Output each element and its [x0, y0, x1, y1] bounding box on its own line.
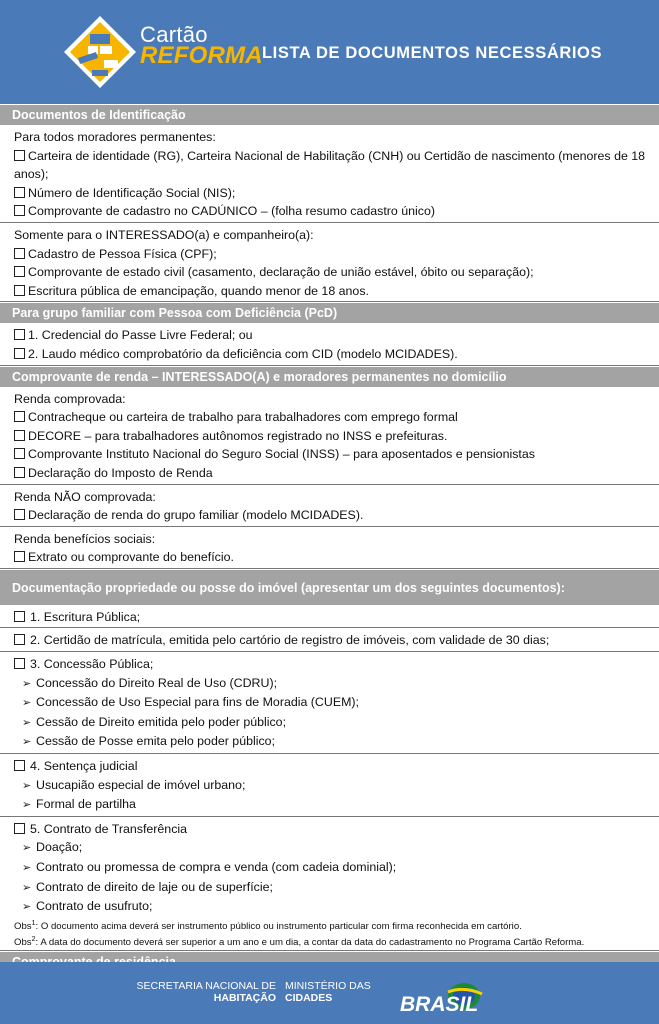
document-line — [14, 608, 659, 627]
checkbox-icon — [14, 760, 25, 771]
document-line-text: 2. Certidão de matrícula, emitida pelo cartório de registro de imóveis, com validade de 30 dias; — [30, 633, 550, 648]
document-line-text: Contrato ou promessa de compra e venda (com cadeia dominial); — [36, 860, 397, 874]
document-line — [14, 820, 659, 839]
document-line — [14, 345, 659, 364]
header-banner — [0, 0, 659, 104]
arrow-bullet-icon: ➢ — [22, 881, 32, 894]
document-line-text: 2. Laudo médico comprobatório da deficiência com CID (modelo MCIDADES). — [28, 346, 458, 361]
checkbox-icon — [14, 205, 25, 216]
document-line-text: Contracheque ou carteira de trabalho para trabalhadores com emprego formal — [28, 410, 458, 425]
observation-text: : A data do documento deverá ser superior a um ano e um dia, a contar da data do cadastramento no Programa Cartão Reforma. — [35, 937, 585, 949]
brasil-logo-icon — [398, 982, 513, 1014]
footer-sec-line2: HABITAÇÃO — [213, 992, 276, 1004]
document-line — [14, 445, 659, 464]
document-line-text: 3. Concessão Pública; — [30, 657, 154, 672]
section-header: Para grupo familiar com Pessoa com Deficiência (PcD) — [0, 302, 659, 323]
checkbox-icon — [14, 823, 25, 834]
observation-label: Obs — [14, 920, 32, 932]
document-line — [14, 795, 659, 815]
checkbox-icon — [14, 248, 25, 259]
document-line-text: Extrato ou comprovante do benefício. — [28, 550, 234, 565]
document-line-text: Comprovante Instituto Nacional do Seguro Social (INSS) – para aposentados e pensionistas — [28, 447, 535, 462]
checkbox-icon — [14, 329, 25, 340]
document-group — [0, 387, 659, 485]
checkbox-icon — [14, 430, 25, 441]
page-title: LISTA DE DOCUMENTOS NECESSÁRIOS — [262, 44, 603, 62]
document-line-text: Contrato de direito de laje ou de superfície; — [36, 879, 273, 894]
checkbox-icon — [14, 551, 25, 562]
document-line — [14, 655, 659, 674]
document-line — [14, 506, 659, 525]
document-line-text: Cessão de Direito emitida pelo poder público; — [36, 714, 287, 729]
arrow-bullet-icon: ➢ — [22, 901, 32, 914]
document-body — [0, 104, 659, 995]
document-line — [14, 408, 659, 427]
footer-min-line1: MINISTÉRIO DAS — [285, 980, 371, 992]
document-line — [14, 776, 659, 796]
document-line-text: Concessão do Direito Real de Uso (CDRU); — [36, 675, 278, 690]
document-line — [14, 282, 659, 301]
document-line-text: 1. Credencial do Passe Livre Federal; ou — [28, 328, 253, 343]
document-group — [0, 323, 659, 365]
arrow-bullet-icon: ➢ — [22, 862, 32, 874]
document-line-text: 4. Sentença judicial — [30, 759, 138, 774]
checkbox-icon — [14, 187, 25, 198]
document-line-text: Usucapião especial de imóvel urbano; — [36, 777, 246, 792]
arrow-bullet-icon: ➢ — [22, 716, 32, 729]
document-line-text: Somente para o INTERESSADO(a) e companheiro(a): — [14, 227, 314, 242]
checkbox-icon — [14, 448, 25, 459]
footer-min-line2: CIDADES — [285, 992, 333, 1004]
observation-sup: 1 — [31, 919, 36, 927]
document-line — [14, 838, 659, 858]
document-group — [0, 527, 659, 569]
document-line — [14, 631, 659, 650]
document-line-text: Declaração de renda do grupo familiar (modelo MCIDADES). — [28, 508, 364, 523]
document-line — [14, 202, 659, 221]
section-header: Documentos de Identificação — [0, 104, 659, 125]
document-line — [14, 732, 659, 752]
document-line — [14, 757, 659, 776]
footer-sec-line1: SECRETARIA NACIONAL DE — [136, 980, 276, 992]
document-group — [0, 652, 659, 754]
document-line-text: Escritura pública de emancipação, quando menor de 18 anos. — [28, 283, 369, 298]
document-line-text: Concessão de Uso Especial para fins de Moradia (CUEM); — [36, 695, 359, 710]
checkbox-icon — [14, 467, 25, 478]
document-line — [14, 530, 659, 549]
document-line — [14, 184, 659, 203]
document-line-text: Cadastro de Pessoa Física (CPF); — [28, 246, 217, 261]
document-line-text: 5. Contrato de Transferência — [30, 821, 188, 836]
document-line-text: Carteira de identidade (RG), Carteira Nacional de Habilitação (CNH) ou Certidão de nascimento (menores de 18 anos); — [14, 148, 646, 182]
document-line — [14, 897, 659, 917]
checkbox-icon — [14, 285, 25, 296]
observation-sup: 2 — [31, 935, 36, 943]
section-header: Comprovante de renda – INTERESSADO(A) e moradores permanentes no domicílio — [0, 366, 659, 387]
brasil-logo-text: BRASIL — [400, 993, 479, 1014]
document-line-text: DECORE – para trabalhadores autônomos registrado no INSS e prefeituras. — [28, 428, 448, 443]
arrow-bullet-icon: ➢ — [22, 799, 32, 812]
document-line — [14, 878, 659, 898]
document-line — [14, 427, 659, 446]
checkbox-icon — [14, 266, 25, 277]
document-line — [14, 263, 659, 282]
document-group — [0, 754, 659, 817]
checkbox-icon — [14, 658, 25, 669]
document-line — [14, 128, 659, 147]
checkbox-icon — [14, 509, 25, 520]
checkbox-icon — [14, 611, 25, 622]
document-line — [14, 390, 659, 409]
arrow-bullet-icon: ➢ — [22, 842, 32, 855]
document-line — [14, 226, 659, 245]
document-line-text: Declaração do Imposto de Renda — [28, 465, 213, 480]
document-line-text: 1. Escritura Pública; — [30, 609, 141, 624]
footer-ministerio — [285, 980, 385, 1004]
document-line-text: Formal de partilha — [36, 797, 136, 812]
document-group — [0, 628, 659, 652]
arrow-bullet-icon: ➢ — [22, 697, 32, 710]
document-line — [14, 464, 659, 483]
document-group — [0, 125, 659, 223]
document-line-text: Renda NÃO comprovada: — [14, 489, 156, 504]
document-group — [0, 485, 659, 527]
observation-note — [0, 917, 659, 933]
checkbox-icon — [14, 411, 25, 422]
document-group — [0, 223, 659, 302]
section-header: Documentação propriedade ou posse do imóvel (apresentar um dos seguintes documentos): — [0, 569, 659, 605]
arrow-bullet-icon: ➢ — [22, 779, 32, 792]
observation-note — [0, 933, 659, 949]
document-line — [14, 713, 659, 733]
checkbox-icon — [14, 634, 25, 645]
document-line-text: Doação; — [36, 840, 83, 855]
observation-label: Obs — [14, 937, 32, 949]
document-line — [14, 674, 659, 694]
footer-banner — [0, 962, 659, 1024]
brand-line2: REFORMA — [140, 42, 263, 69]
document-line-text: Para todos moradores permanentes: — [14, 130, 216, 144]
document-line-text: Comprovante de estado civil (casamento, declaração de união estável, óbito ou separação); — [28, 265, 534, 280]
document-line — [14, 245, 659, 264]
arrow-bullet-icon: ➢ — [22, 736, 32, 749]
cartao-reforma-logo-icon — [62, 14, 138, 90]
document-line-text: Cessão de Posse emita pelo poder público; — [36, 734, 276, 749]
document-line-text: Contrato de usufruto; — [36, 899, 153, 914]
footer-secretaria — [134, 980, 276, 1004]
document-line — [14, 147, 659, 184]
document-line-text: Número de Identificação Social (NIS); — [28, 185, 236, 200]
document-line-text: Renda comprovada: — [14, 391, 126, 406]
brand-line1: Cartão — [140, 22, 208, 47]
document-line-text: Renda benefícios sociais: — [14, 531, 156, 546]
document-group — [0, 605, 659, 629]
document-line — [14, 326, 659, 345]
observation-text: : O documento acima deverá ser instrumento público ou instrumento particular com firma reconhecida em cartório. — [35, 920, 522, 932]
document-line — [14, 488, 659, 507]
arrow-bullet-icon: ➢ — [22, 677, 32, 690]
document-group — [0, 817, 659, 951]
document-line — [14, 858, 659, 878]
document-line-text: Comprovante de cadastro no CADÚNICO – (folha resumo cadastro único) — [28, 204, 436, 219]
checkbox-icon — [14, 150, 25, 161]
checkbox-icon — [14, 348, 25, 359]
document-line — [14, 693, 659, 713]
document-line — [14, 548, 659, 567]
